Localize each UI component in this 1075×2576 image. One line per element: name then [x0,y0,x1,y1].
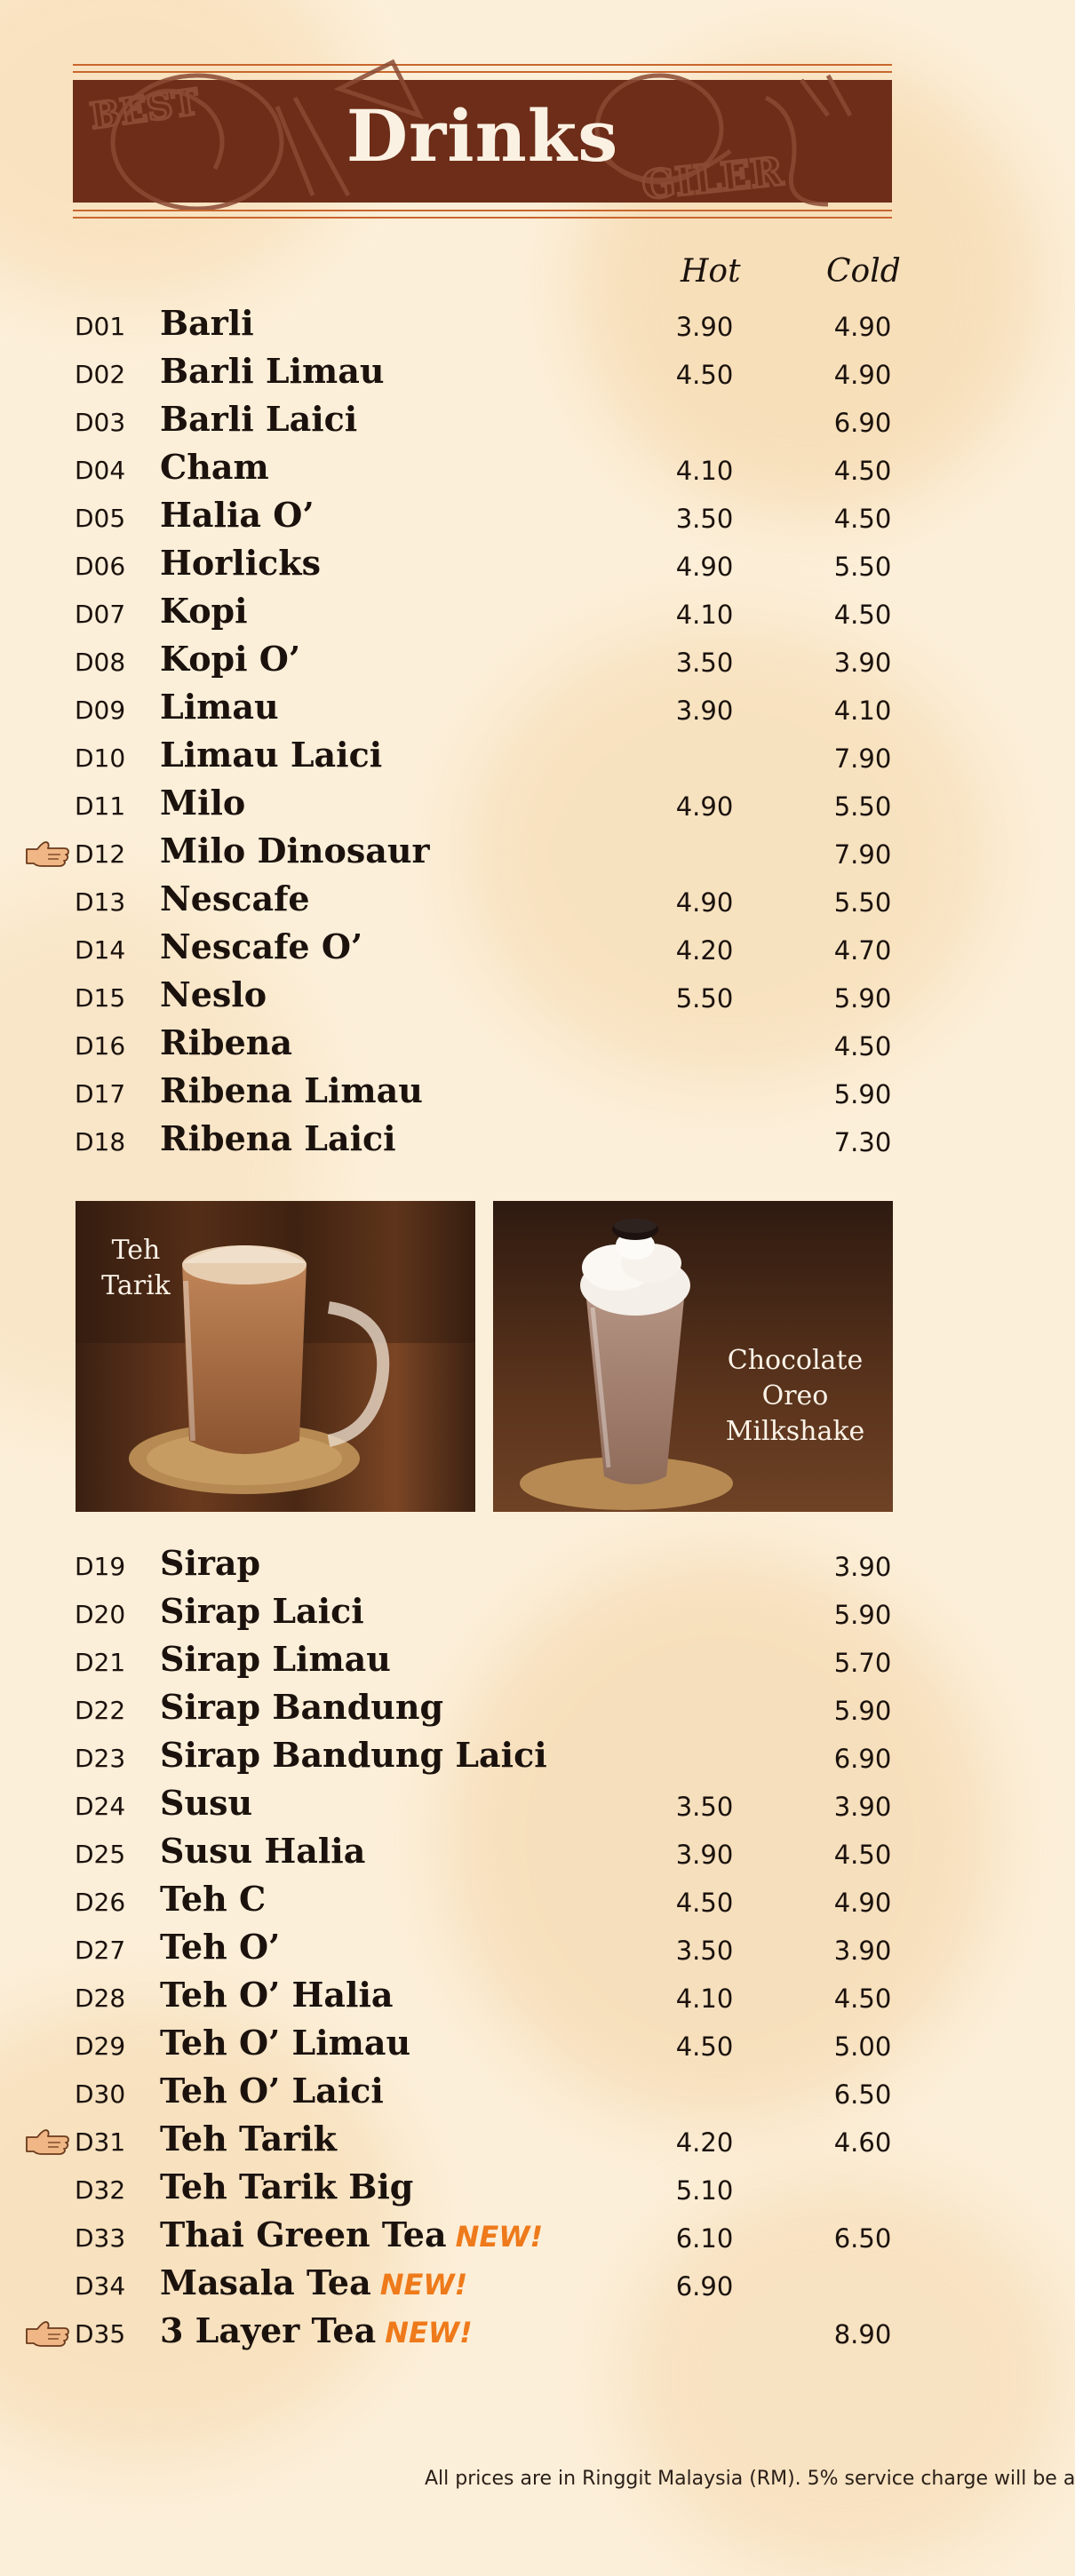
menu-item-row [0,1973,960,2021]
menu-item-row [0,589,960,637]
item-name [160,639,300,679]
cold-price: 5.50 [833,791,892,822]
item-code: D15 [75,983,126,1013]
cold-price: 6.50 [833,2079,892,2110]
item-name [160,1783,252,1823]
menu-item-row [0,2213,960,2261]
cold-price: 4.50 [833,1031,892,1061]
menu-item-row [0,1637,960,1685]
thumbs-up-hand-icon [25,841,73,868]
photo-teh-tarik [76,1201,475,1512]
item-name [160,974,267,1014]
top-rule-inner [73,71,892,73]
menu-item-row [0,1829,960,1877]
photo-chocolate-oreo-milkshake [493,1201,893,1512]
item-name-text: Teh O’ [160,1927,281,1967]
teh-tarik-caption [92,1233,180,1304]
item-name-text: Teh C [160,1879,267,1919]
cold-price: 7.90 [833,743,892,774]
menu-item-row [0,877,960,925]
cold-price: 4.50 [833,504,892,534]
cold-price: 4.90 [833,312,892,342]
menu-item-row [0,1733,960,1781]
hot-price: 3.50 [675,504,734,534]
menu-item-row [0,637,960,685]
banner-word-giler: GILER [640,148,785,210]
page-title: Drinks [346,94,619,178]
item-code: D20 [75,1600,126,1629]
item-name [160,1070,423,1110]
item-name-text: Barli Laici [160,399,358,439]
item-code: D29 [75,2031,126,2061]
hot-price: 4.50 [675,2031,734,2062]
cold-price: 7.30 [833,1127,892,1157]
menu-item-row [0,829,960,877]
cold-price: 3.90 [833,1552,892,1582]
header-banner [73,64,892,220]
cold-price: 4.50 [833,1840,892,1870]
cold-price: 3.90 [833,1936,892,1966]
item-name-text: Horlicks [160,543,322,583]
cold-price: 5.70 [833,1648,892,1678]
item-code: D18 [75,1127,126,1157]
item-name [160,1927,280,1967]
item-name-text: Nescafe O’ [160,926,363,966]
item-name-text: Susu [160,1783,253,1823]
caption-line: Milkshake [725,1416,865,1447]
item-name [160,1975,394,2015]
item-name [160,2023,410,2063]
item-code: D03 [75,408,126,437]
item-name [160,1591,364,1631]
item-name [160,1831,365,1871]
cold-price: 4.60 [833,2127,892,2158]
item-name-text: Barli [160,303,254,343]
item-code: D07 [75,600,126,629]
hot-price: 5.50 [675,983,734,1014]
item-name [160,2071,384,2111]
item-name-text: Ribena Laici [160,1118,396,1158]
cold-price: 4.50 [833,600,892,630]
item-name [160,543,321,583]
caption-line: Teh [111,1235,161,1266]
menu-item-row [0,397,960,445]
menu-item-row [0,2309,960,2357]
item-code: D06 [75,552,126,581]
menu-item-row [0,349,960,397]
menu-item-row [0,973,960,1021]
item-name [160,1639,391,1679]
hot-price: 6.90 [675,2271,734,2302]
item-name [160,1118,396,1158]
item-name [160,2310,473,2350]
item-name [160,399,357,439]
item-name [160,783,245,823]
hot-price: 3.50 [675,1792,734,1822]
item-code: D11 [75,791,126,821]
title-banner [73,80,892,210]
item-name [160,735,382,775]
price-footnote: All prices are in Ringgit Malaysia (RM). 5% service charge will be a [425,2468,1075,2490]
new-badge: NEW! [455,2220,544,2254]
item-name-text: Kopi [160,591,248,631]
item-name-text: Masala Tea [160,2262,371,2302]
menu-item-row [0,1925,960,1973]
item-name [160,1735,547,1775]
item-name-text: Teh Tarik [160,2119,337,2159]
hot-price: 3.90 [675,1840,734,1870]
item-code: D17 [75,1079,126,1109]
item-code: D09 [75,696,126,725]
cold-price: 6.90 [833,408,892,438]
item-code: D16 [75,1031,126,1061]
item-code: D12 [75,839,126,869]
menu-item-row [0,301,960,349]
cold-price: 5.90 [833,1696,892,1726]
cold-price: 4.90 [833,1888,892,1918]
item-name [160,1687,443,1727]
hot-price: 4.10 [675,456,734,486]
menu-item-row [0,781,960,829]
item-name-text: Milo Dinosaur [160,831,430,871]
menu-item-row [0,1781,960,1829]
hot-price: 4.20 [675,935,734,966]
item-name-text: Teh O’ Laici [160,2071,384,2111]
item-name [160,2119,337,2159]
cold-price: 4.50 [833,1984,892,2014]
menu-item-row [0,733,960,781]
bottom-rule [73,217,892,219]
menu-item-row [0,1589,960,1637]
new-badge: NEW! [385,2316,473,2349]
cold-price: 4.90 [833,360,892,390]
cold-price: 3.90 [833,648,892,678]
hot-price: 6.10 [675,2223,734,2254]
item-code: D14 [75,935,126,965]
hot-price: 4.90 [675,887,734,918]
caption-line: Chocolate [727,1345,864,1376]
item-name-text: Susu Halia [160,1831,366,1871]
hot-price: 3.50 [675,1936,734,1966]
cold-price: 5.90 [833,1600,892,1630]
item-code: D05 [75,504,126,533]
caption-line: Oreo [761,1380,829,1411]
hot-price: 4.50 [675,1888,734,1918]
item-name-text: Sirap Laici [160,1591,364,1631]
item-name [160,351,384,391]
cold-price: 4.10 [833,696,892,726]
item-name [160,303,254,343]
cold-price: 6.90 [833,1744,892,1774]
item-code: D23 [75,1744,126,1773]
item-name-text: Nescafe [160,879,310,918]
thumbs-up-hand-icon [25,2321,73,2348]
item-name-text: Sirap Bandung [160,1687,444,1727]
item-code: D26 [75,1888,126,1917]
item-code: D19 [75,1552,126,1581]
new-badge: NEW! [379,2268,468,2302]
item-code: D01 [75,312,126,341]
menu-item-row [0,493,960,541]
cold-price: 5.90 [833,983,892,1014]
menu-item-row [0,1541,960,1589]
hot-price: 4.10 [675,1984,734,2014]
item-name-text: Teh O’ Limau [160,2023,411,2063]
menu-item-row [0,1021,960,1069]
hot-price: 4.20 [675,2127,734,2158]
item-code: D33 [75,2223,126,2253]
menu-item-row [0,2261,960,2309]
cold-price: 8.90 [833,2319,892,2349]
menu-item-row [0,1069,960,1117]
menu-item-row [0,2069,960,2117]
menu-item-row [0,541,960,589]
item-name [160,591,248,631]
hot-price: 4.50 [675,360,734,390]
menu-item-row [0,685,960,733]
cold-price: 5.50 [833,887,892,918]
item-code: D32 [75,2175,126,2205]
item-name [160,1022,292,1062]
hot-price: 4.90 [675,791,734,822]
cold-price: 4.70 [833,935,892,966]
item-name-text: Ribena [160,1022,293,1062]
item-name [160,879,310,918]
item-name [160,2167,413,2206]
item-code: D04 [75,456,126,485]
item-code: D34 [75,2271,126,2301]
item-name-text: Milo [160,783,246,823]
menu-item-row [0,1877,960,1925]
menu-item-row [0,2165,960,2213]
bottom-rule-inner [73,210,892,211]
item-name [160,2262,467,2302]
item-name [160,1543,260,1583]
item-name [160,495,315,535]
item-name [160,2214,543,2254]
menu-item-row [0,2021,960,2069]
menu-item-row [0,1685,960,1733]
item-name-text: Cham [160,447,269,487]
item-name-text: Teh O’ Halia [160,1975,394,2015]
item-name-text: Sirap [160,1543,261,1583]
cold-column-header: Cold [826,253,901,290]
cold-price: 5.50 [833,552,892,582]
menu-item-row [0,925,960,973]
item-code: D25 [75,1840,126,1869]
caption-line: Tarik [101,1270,171,1301]
item-code: D10 [75,743,126,773]
hot-price: 5.10 [675,2175,734,2206]
cold-price: 7.90 [833,839,892,870]
item-code: D13 [75,887,126,917]
hot-column-header: Hot [681,253,741,290]
item-name-text: Limau [160,687,279,727]
cold-price: 5.90 [833,1079,892,1109]
item-name-text: Thai Green Tea [160,2214,447,2254]
item-name-text: Limau Laici [160,735,383,775]
item-code: D02 [75,360,126,389]
item-name [160,831,430,871]
item-code: D08 [75,648,126,677]
hot-price: 3.90 [675,696,734,726]
item-name-text: Kopi O’ [160,639,301,679]
item-name-text: 3 Layer Tea [160,2310,377,2350]
banner-word-best: BEST [87,81,202,138]
item-name-text: Sirap Limau [160,1639,391,1679]
item-name [160,447,269,487]
hot-price: 3.90 [675,312,734,342]
hot-price: 4.90 [675,552,734,582]
hot-price: 3.50 [675,648,734,678]
item-name [160,687,279,727]
item-code: D35 [75,2319,126,2349]
item-code: D22 [75,1696,126,1725]
top-rule [73,64,892,66]
item-name-text: Halia O’ [160,495,315,535]
cold-price: 6.50 [833,2223,892,2254]
hot-price: 4.10 [675,600,734,630]
milkshake-caption [715,1343,875,1450]
item-name-text: Neslo [160,974,267,1014]
item-code: D31 [75,2127,126,2157]
item-name-text: Barli Limau [160,351,385,391]
menu-item-row [0,2117,960,2165]
cold-price: 3.90 [833,1792,892,1822]
item-code: D21 [75,1648,126,1677]
item-code: D24 [75,1792,126,1821]
item-code: D30 [75,2079,126,2109]
item-name [160,1879,266,1919]
cold-price: 4.50 [833,456,892,486]
menu-item-row [0,445,960,493]
menu-item-row [0,1117,960,1165]
item-name-text: Ribena Limau [160,1070,423,1110]
item-name-text: Sirap Bandung Laici [160,1735,547,1775]
item-code: D28 [75,1984,126,2013]
cold-price: 5.00 [833,2031,892,2062]
item-name [160,926,362,966]
item-code: D27 [75,1936,126,1965]
thumbs-up-hand-icon [25,2129,73,2156]
item-name-text: Teh Tarik Big [160,2167,414,2206]
